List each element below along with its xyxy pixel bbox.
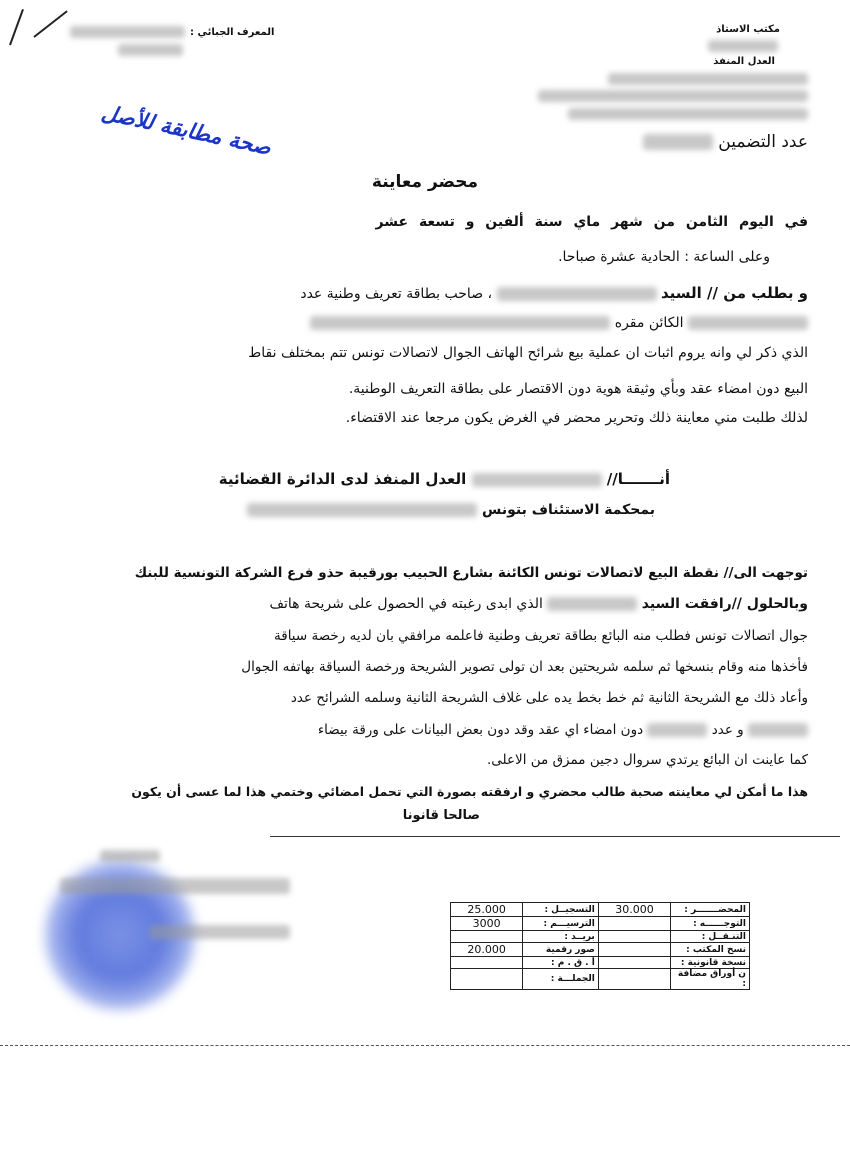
statement-line: لذلك طلبت مني معاينة ذلك وتحرير محضر في الغرض يكون مرجعا عند الاقتضاء. [345, 410, 808, 426]
identity-line [219, 470, 670, 488]
fee-label: صور رقمية [523, 943, 599, 957]
fees-row [451, 931, 750, 943]
fee-value [451, 969, 523, 990]
redacted-contact [568, 108, 808, 120]
bailiff-label: العدل المنفذ [713, 56, 775, 67]
request-line [300, 284, 808, 302]
fee-value [598, 931, 670, 943]
redacted-seal-text [150, 925, 290, 939]
registry-label: عدد التضمين [718, 132, 808, 152]
fee-value: 30.000 [598, 903, 670, 917]
redacted-requester [497, 287, 657, 301]
fee-label: التوجــــــه : [671, 917, 750, 931]
redacted-id-number [688, 316, 808, 330]
page-title: محضر معاينة [371, 172, 479, 192]
request-suffix: ، صاحب بطاقة تعريف وطنية عدد [300, 286, 493, 302]
divider [270, 836, 840, 837]
fee-value [598, 917, 670, 931]
certified-copy-stamp: صحة مطابقة للأصل [99, 100, 274, 160]
body-line-2-suffix: الذي ابدى رغبته في الحصول على شريحة هاتف [269, 596, 543, 612]
redacted-name [708, 40, 778, 52]
redacted-tax-id [70, 26, 185, 38]
body-line: فأخذها منه وقام بنسخها ثم سلمه شريحتين بعد ان تولى تصوير الشريحة ورخصة السياقة بهاتفه الجوال [241, 659, 808, 675]
redacted-address [608, 73, 808, 85]
fee-label: نسخة قانونية : [671, 957, 750, 969]
fee-label: المحضـــــــر : [671, 903, 750, 917]
fees-row [451, 957, 750, 969]
residence-line [310, 315, 808, 331]
closing-line: صالحا قانونا [402, 808, 480, 823]
date-line: في اليوم الثامن من شهر ماي سنة ألفين و تسعة عشر [375, 214, 808, 230]
court-label: بمحكمة الاستئناف بتونس [482, 502, 655, 518]
fee-label: أ . ق . م : [523, 957, 599, 969]
fee-value: 25.000 [451, 903, 523, 917]
fee-label: ن أوراق مضافة : [671, 969, 750, 990]
statement-line: الذي ذكر لي وانه يروم اثبات ان عملية بيع شرائح الهاتف الجوال لاتصالات تونس تتم بمختلف نقاط [248, 345, 808, 361]
body-line: جوال اتصالات تونس فطلب منه البائع بطاقة تعريف وطنية فاعلمه مرافقي بان لديه رخصة سياقة [274, 628, 808, 644]
redacted-sim-number [647, 723, 707, 737]
fee-value [598, 957, 670, 969]
fees-row [451, 943, 750, 957]
body-line [318, 722, 808, 738]
fees-table [450, 902, 750, 990]
fee-value: 3000 [451, 917, 523, 931]
fee-value [451, 931, 523, 943]
residence-label: الكائن مقره [614, 315, 684, 331]
request-prefix: و بطلب من // السيد [660, 284, 808, 302]
fee-value [598, 943, 670, 957]
identity-prefix: أنـــــــا// [606, 470, 670, 488]
redacted-registry [643, 134, 713, 150]
identity-suffix: العدل المنفذ لدى الدائرة القضائية [218, 470, 467, 488]
fee-label: الترسيـــم : [523, 917, 599, 931]
office-label: مكتب الاستاذ [716, 24, 780, 35]
fee-label: بريــد : [523, 931, 599, 943]
fees-row [451, 969, 750, 990]
registry-number [643, 132, 808, 152]
redacted-seal-text [100, 850, 160, 862]
body-line: توجهت الى// نقطة البيع لاتصالات تونس الكائنة بشارع الحبيب بورقيبة حذو فرع الشركة التونسية للبنك [134, 565, 808, 581]
fees-row [451, 903, 750, 917]
tax-id-label: المعرف الجبائي : [190, 27, 275, 38]
body-line: وأعاد ذلك مع الشريحة الثانية ثم خط بخط يده على غلاف الشريحة الثانية وسلمه الشرائح عدد [290, 690, 808, 706]
fee-label: الجملـــة : [523, 969, 599, 990]
fee-value [451, 957, 523, 969]
time-line: وعلى الساعة : الحادية عشرة صباحا. [558, 249, 770, 265]
fee-label: نسخ المكتب : [671, 943, 750, 957]
court-line [247, 502, 655, 518]
redacted-residence [310, 316, 610, 330]
redacted-bailiff-name [472, 473, 602, 487]
fee-value: 20.000 [451, 943, 523, 957]
statement-line: البيع دون امضاء عقد وبأي وثيقة هوية دون الاقتصار على بطاقة التعريف الوطنية. [348, 381, 808, 397]
redacted-tax-id [118, 44, 183, 56]
fee-label: التسجيــل : [523, 903, 599, 917]
redacted-seal-text [60, 878, 290, 894]
redacted-companion [547, 597, 637, 611]
redacted-sim-number [748, 723, 808, 737]
pen-mark [33, 10, 67, 37]
fees-row [451, 917, 750, 931]
body-line-6-mid: و عدد [711, 722, 744, 738]
body-line-2-prefix: وبالحلول //رافقت السيد [641, 596, 808, 612]
divider [0, 1045, 850, 1046]
body-line-6-suffix: دون امضاء اي عقد وقد دون بعض البيانات على ورقة بيضاء [317, 722, 644, 738]
body-line [269, 596, 808, 612]
redacted-court-address [247, 503, 477, 517]
fee-value [598, 969, 670, 990]
closing-line: هذا ما أمكن لي معاينته صحبة طالب محضري و ارفقته بصورة التي تحمل امضائي وختمي هذا لما عسى أن يكون [131, 784, 808, 799]
redacted-address [538, 90, 808, 102]
pen-mark [9, 9, 24, 45]
fee-label: التنـقــل : [671, 931, 750, 943]
body-line: كما عاينت ان البائع يرتدي سروال دجين ممزق من الاعلى. [486, 752, 808, 768]
